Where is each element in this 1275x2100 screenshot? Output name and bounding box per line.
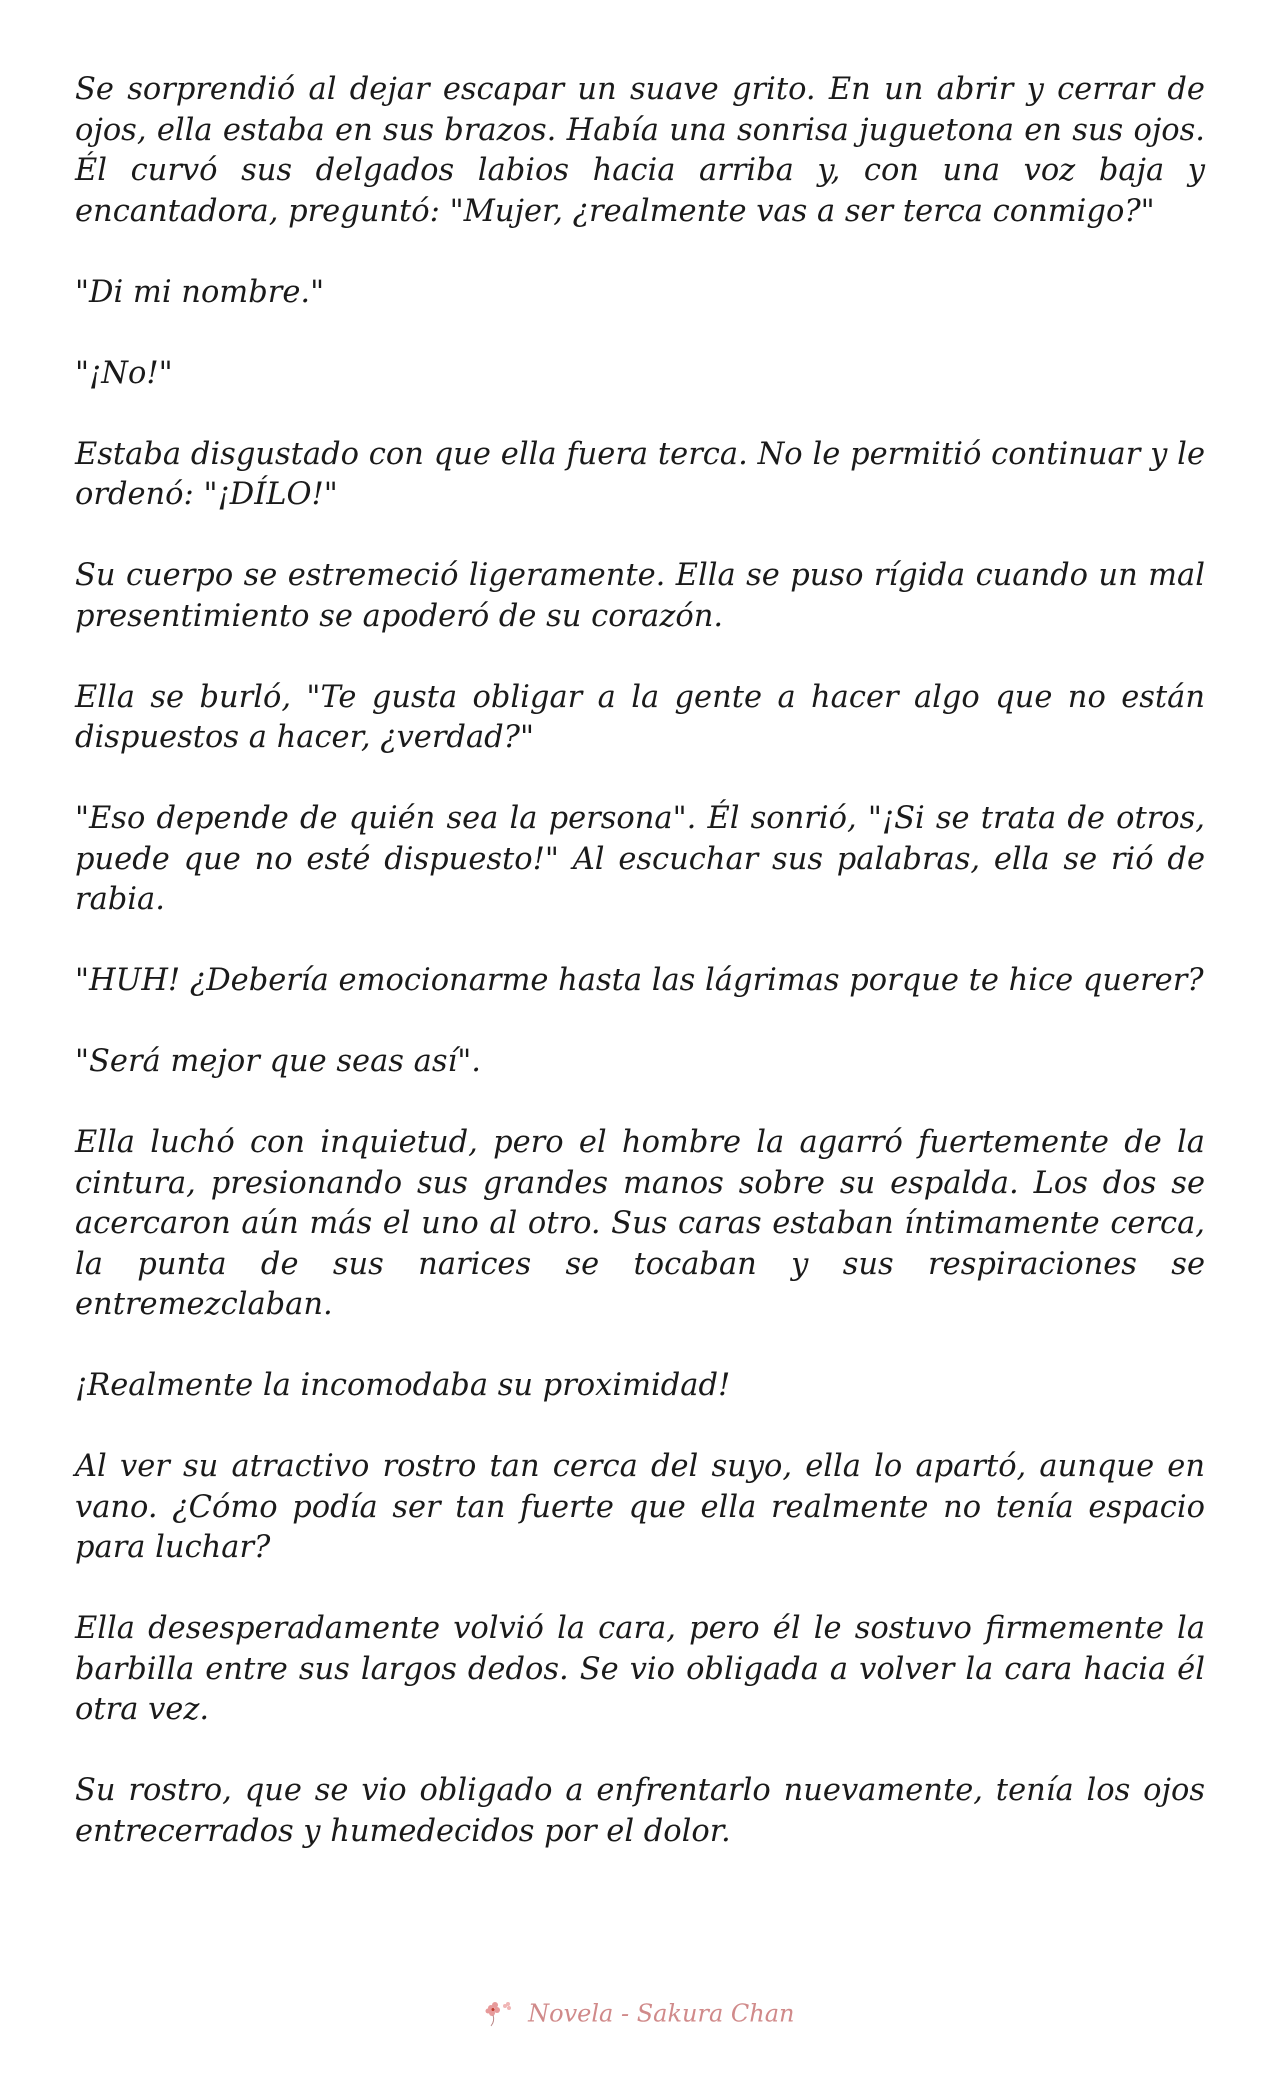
paragraph: Al ver su atractivo rostro tan cerca del suyo, ella lo apartó, aunque en vano. ¿Cómo podía ser tan fuerte que ella realmente no tenía espacio para luchar? bbox=[75, 1449, 1205, 1565]
watermark bbox=[0, 1998, 1275, 2029]
story-text bbox=[75, 70, 1205, 1893]
sakura-flower-icon bbox=[481, 1999, 515, 2029]
paragraph: Ella desesperadamente volvió la cara, pero él le sostuvo firmemente la barbilla entre sus largos dedos. Se vio obligada a volver la cara hacia él otra vez. bbox=[75, 1611, 1205, 1727]
paragraph: Su rostro, que se vio obligado a enfrentarlo nuevamente, tenía los ojos entrecerrados y humedecidos por el dolor. bbox=[75, 1773, 1205, 1849]
paragraph: Se sorprendió al dejar escapar un suave grito. En un abrir y cerrar de ojos, ella estaba en sus brazos. Había una sonrisa juguetona en sus ojos. Él curvó sus delgados labios hacia arriba y, con una voz baja y encantadora, preguntó: "Mujer, ¿realmente vas a ser terca conmigo?" bbox=[75, 72, 1205, 229]
paragraph: "Será mejor que seas así". bbox=[75, 1044, 481, 1079]
paragraph: "Eso depende de quién sea la persona". Él sonrió, "¡Si se trata de otros, puede que no esté dispuesto!" Al escuchar sus palabras, ella se rió de rabia. bbox=[75, 801, 1205, 917]
paragraph: "Di mi nombre." bbox=[75, 274, 325, 310]
paragraph: Ella luchó con inquietud, pero el hombre la agarró fuertemente de la cintura, presionando sus grandes manos sobre su espalda. Los dos se acercaron aún más el uno al otro. Sus caras estaban íntimamente cerca, la punta de sus narices se tocaban y sus respiraciones se entremezclaban. bbox=[75, 1125, 1205, 1322]
paragraph: "HUH! ¿Debería emocionarme hasta las lágrimas porque te hice querer? bbox=[75, 963, 1204, 998]
paragraph: ¡Realmente la incomodaba su proximidad! bbox=[75, 1368, 731, 1403]
paragraph: Su cuerpo se estremeció ligeramente. Ella se puso rígida cuando un mal presentimiento se apoderó de su corazón. bbox=[75, 558, 1205, 634]
watermark-text: Novela - Sakura Chan bbox=[528, 1999, 795, 2028]
paragraph: Ella se burló, "Te gusta obligar a la gente a hacer algo que no están dispuestos a hacer, ¿verdad?" bbox=[75, 679, 1205, 755]
paragraph: Estaba disgustado con que ella fuera terca. No le permitió continuar y le ordenó: "¡DÍLO!" bbox=[75, 436, 1205, 512]
paragraph: "¡No!" bbox=[75, 355, 173, 391]
